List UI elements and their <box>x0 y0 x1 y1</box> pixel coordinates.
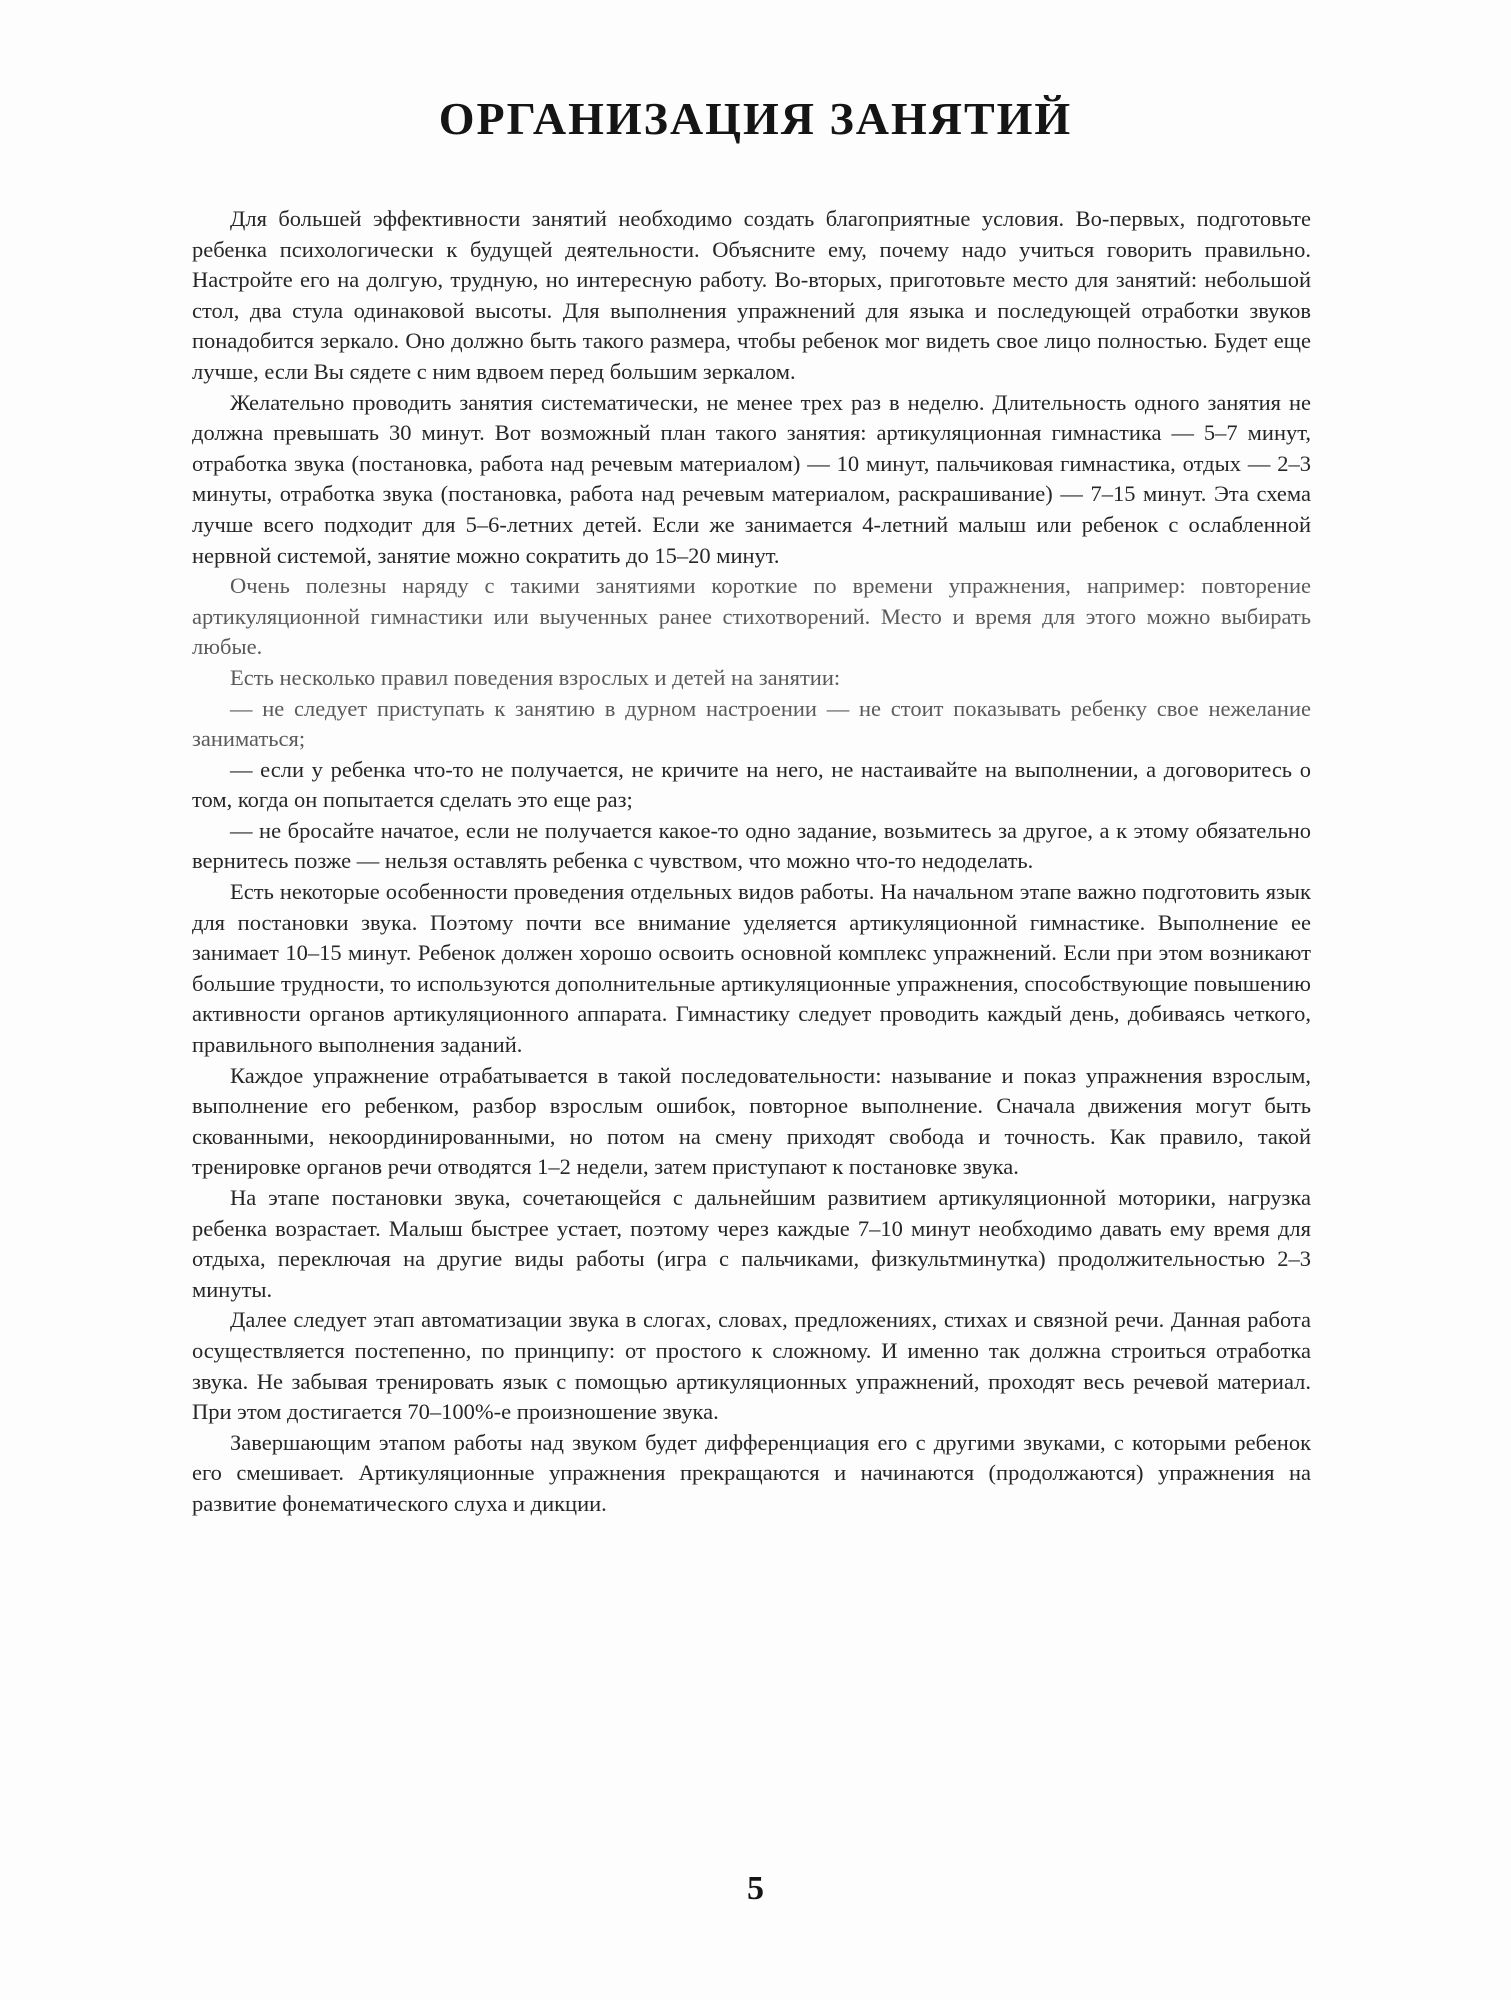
paragraph-exercise-sequence: Каждое упражнение отрабатывается в такой последовательности: называние и показ упражнения взрослым, выполнение его ребенком, разбор взрослым ошибок, повторное выполнение. Сначала движения могут быть скованными, некоординированными, но потом на смену приходят свобода и точность. Как правило, такой тренировке органов речи отводятся 1–2 недели, затем приступают к постановке звука. <box>192 1062 1311 1180</box>
paragraph-automation: Далее следует этап автоматизации звука в слогах, словах, предложениях, стихах и связной речи. Данная работа осуществляется постепенно, по принципу: от простого к сложному. И именно так должна строиться отработка звука. Не забывая тренировать язык с помощью артикуляционных упражнений, проходят весь речевой материал. При этом достигается 70–100%-е произношение звука. <box>192 1307 1311 1425</box>
body-text <box>192 204 1311 1520</box>
paragraph-work-features: Есть некоторые особенности проведения отдельных видов работы. На начальном этапе важно подготовить язык для постановки звука. Поэтому почти все внимание уделяется артикуляционной гимнастике. Выполнение ее занимает 10–15 минут. Ребенок должен хорошо освоить основной комплекс упражнений. Если при этом возникают большие трудности, то используются дополнительные артикуляционные упражнения, способствующие повышению активности органов артикуляционного аппарата. Гимнастику следует проводить каждый день, добиваясь четкого, правильного выполнения заданий. <box>192 879 1311 1058</box>
paragraph-rule-unfinished: — не бросайте начатое, если не получается какое-то одно задание, возьмитесь за другое, а к этому обязательно вернитесь позже — нельзя оставлять ребенка с чувством, что можно что-то недоделать. <box>192 817 1311 874</box>
page-number: 5 <box>747 1870 764 1907</box>
paragraph-sound-setting: На этапе постановки звука, сочетающейся с дальнейшим развитием артикуляционной моторики, нагрузка ребенка возрастает. Малыш быстрее устает, поэтому через каждые 7–10 минут необходимо давать ему время для отдыха, переключая на другие виды работы (игра с пальчиками, физкультминутка) продолжительностью 2–3 минуты. <box>192 1185 1311 1302</box>
paragraph-schedule: Желательно проводить занятия систематически, не менее трех раз в неделю. Длительность одного занятия не должна превышать 30 минут. Вот возможный план такого занятия: артикуляционная гимнастика — 5–7 минут, отработка звука (постановка, работа над речевым материалом) — 10 минут, пальчиковая гимнастика, отдых — 2–3 минуты, отработка звука (постановка, работа над речевым материалом, раскрашивание) — 7–15 минут. Эта схема лучше всего подходит для 5–6-летних детей. Если же занимается 4-летний малыш или ребенок с ослабленной нервной системой, занятие можно сократить до 15–20 минут. <box>192 389 1311 568</box>
page-title: ОРГАНИЗАЦИЯ ЗАНЯТИЙ <box>438 93 1073 144</box>
paragraph-rule-mood: — не следует приступать к занятию в дурном настроении — не стоит показывать ребенку свое нежелание заниматься; <box>192 695 1311 752</box>
paragraph-conditions: Для большей эффективности занятий необходимо создать благоприятные условия. Во-первых, подготовьте ребенка психологически к будущей деятельности. Объясните ему, почему надо учиться говорить правильно. Настройте его на долгую, трудную, но интересную работу. Во-вторых, приготовьте место для занятий: небольшой стол, два стула одинаковой высоты. Для выполнения упражнений для языка и последующей отработки звуков понадобится зеркало. Оно должно быть такого размера, чтобы ребенок мог видеть свое лицо полностью. Будет еще лучше, если Вы сядете с ним вдвоем перед большим зеркалом. <box>192 206 1311 384</box>
paragraph-rule-no-shouting: — если у ребенка что-то не получается, не кричите на него, не настаивайте на выполнении, а договоритесь о том, когда он попытается сделать это еще раз; <box>192 756 1311 813</box>
paragraph-rules-intro: Есть несколько правил поведения взрослых и детей на занятии: <box>230 664 841 690</box>
paragraph-short-exercises: Очень полезны наряду с такими занятиями короткие по времени упражнения, например: повторение артикуляционной гимнастики или выученных ранее стихотворений. Место и время для этого можно выбирать любые. <box>192 573 1311 660</box>
paragraph-differentiation: Завершающим этапом работы над звуком будет дифференциация его с другими звуками, с которыми ребенок его смешивает. Артикуляционные упражнения прекращаются и начинаются (продолжаются) упражнения на развитие фонематического слуха и дикции. <box>192 1429 1311 1516</box>
